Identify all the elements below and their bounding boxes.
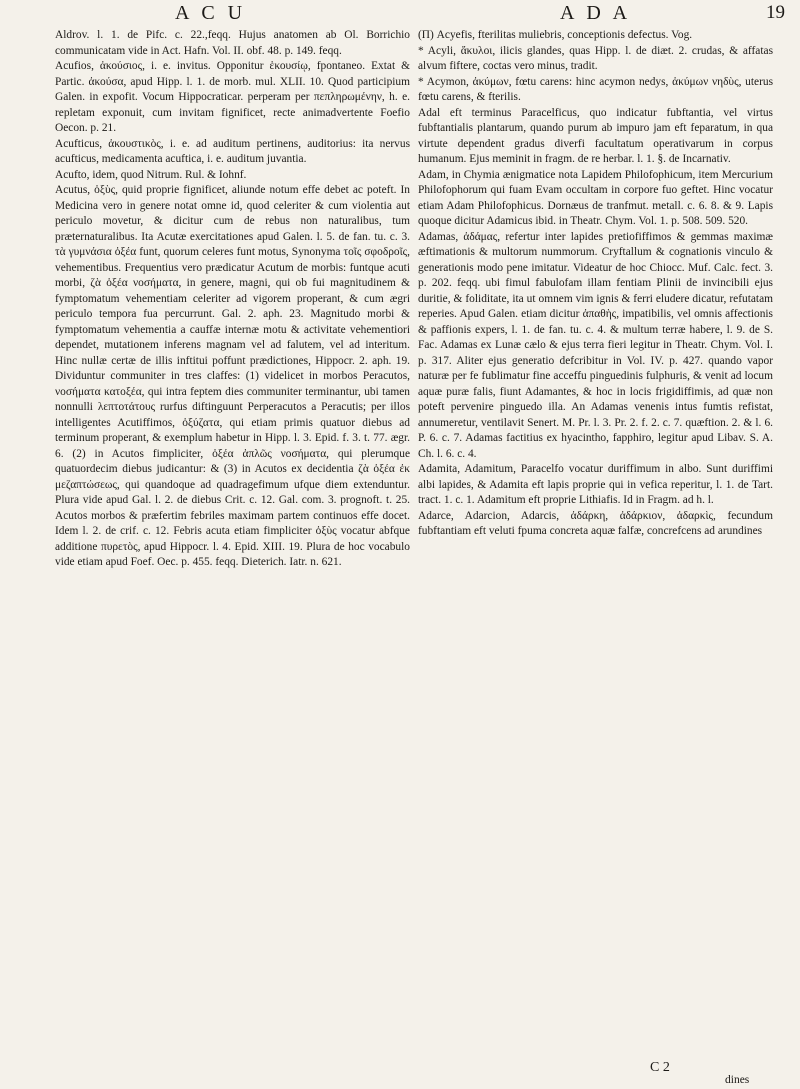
left-column [55,28,410,571]
running-head-left: A C U [175,2,247,24]
signature-mark: C 2 [650,1060,670,1075]
entry-paragraph: Acutus, ὀξὺς, quid proprie fignificet, aliunde notum effe debet ac poteft. In Medicina vero in genere notat omne id, quod celeriter & cum violentia aut periculo movetur, & dicitur cum de rebus non naturalibus, tum præternaturalibus. Ita Acutæ exercitationes apud Galen. l. 5. de fan. tu. c. 3. τὰ γυμνάσια ὀξέα funt, quorum celeres funt motus, Synonyma τοῖς σφοδροῖς, vehementibus. Frequentius vero prædicatur Acutum de morbis: funtque acuti morbi, ζὰ ὀξέα νοσήματα, in genere, magni, qui ob fui magnitudinem & fymptomatum vehementiam celeriter ad vigorem properant, & cum ægri periculo tempora fua percurrunt. Gal. 2. aph. 23. Magnitudo morbi & fymptomatum vehementia a cauffæ internæ motu & activitate vehementiori dependet, mutationem inferens magnam vel ad falutem, vel ad interitum. Hinc nullæ certæ de illis inftitui poffunt prædictiones, Hippocr. 2. aph. 19. Dividuntur communiter in tres claffes: (1) videlicet in morbos Peracutos, νοσήματα κατοξέα, qui intra feptem dies communiter terminantur, ubi tamen nonnulli λεπτοτάτους rurfus diftinguunt Perperacutos a Peracutis; per illos intelligentes Acutiffimos, ὀξύζατα, qui etiam primis quatuor diebus ad terminum properant, & exemplum habetur in Hipp. l. 3. Epid. f. 3. t. 77. ægr. 6. (2) in Acutos fimpliciter, ὀξέα ἁπλῶς νοσήματα, qui plerumque quatuordecim diebus judicantur: & (3) in Acutos ex decidentia ζὰ ὀξέα ἐκ μεζαπτώσεως, qui quandoque ad quadragefimum ufque diem extenduntur. Plura vide apud Gal. l. 2. de diebus Crit. c. 12. Gal. com. 3. prognoft. t. 25. Acutos morbos & præfertim febriles maximam partem continuos effe docet. Idem l. 2. de crif. c. 12. Febris acuta etiam fimpliciter ὀξὺς vocatur abfque additione πυρετὸς, apud Hippocr. l. 4. Epid. XIII. 19. Plura de hoc vocabulo vide etiam apud Foef. Oec. p. 455. feqq. Dieterich. Iatr. n. 621. [55,184,410,568]
running-head [0,2,800,28]
right-column [418,28,773,540]
entry-paragraph: (Π) Acyefis, fterilitas muliebris, conceptionis defectus. Vog. [418,29,693,41]
running-head-right: A D A [560,2,632,24]
entry-paragraph: Adam, in Chymia ænigmatice nota Lapidem Philofophicum, item Mercurium Philofophorum qui fuam Evam occultam in corpore fuo geftet. Hinc vocatur etiam Adam Philofophicus. Dornæus de tranfmut. metall. c. 6. 8. & 9. Lapis quoque dicitur Adamicus ibid. in Theatr. Chym. Vol. 1. p. 508. 509. 520. [418,168,773,227]
entry-paragraph: Adarce, Adarcion, Adarcis, ἀδάρκη, ἀδάρκιον, ἀδαρκὶς, fecundum fubftantiam eft veluti fpuma concreta aquæ falfæ, concrefcens ad arundines [418,509,773,537]
entry-paragraph: Acufios, ἀκούσιος, i. e. invitus. Opponitur ἑκουσίῳ, fpontaneo. Extat & Partic. ἀκούσα, apud Hipp. l. 1. de morb. mul. XLII. 10. Quod participium Galen. in expofit. Vocum Hippocraticar. perperam per πεπληρωμένην, h. e. repletam exponuit, cum invitam fignificet, recte animadvertente Foefio Oecon. p. 21. [55,60,410,134]
entry-paragraph: Aldrov. l. 1. de Pifc. c. 22.,feqq. Hujus anatomen ab Ol. Borrichio communicatam vide in Act. Hafn. Vol. II. obf. 48. p. 149. feqq. [55,29,410,57]
entry-paragraph: * Acyli, ἄκυλοι, ilicis glandes, quas Hipp. l. de diæt. 2. crudas, & affatas alvum fiftere, coctas vero minus, tradit. [418,44,773,72]
entry-paragraph: Acufticus, ἀκουστικὸς, i. e. ad auditum pertinens, auditorius: ita nervus acufticus, medicamenta acuftica, i. e. auditum juvantia. [55,137,410,165]
entry-paragraph: Adamas, ἀδάμας, refertur inter lapides pretiofiffimos & gemmas maximæ æftimationis & multorum nummorum. Cryftallum & cognationis vinculo & generationis modo pene imitatur. Videatur de hoc Chiocc. Muf. Calc. fect. 3. p. 202. feqq. ubi fimul fabulofam illam fentiam Plinii de invincibili ejus duritie, & foliditate, ita ut omnem vim ignis & ferri eludere dicatur, refutatam reperies. Apud Galen. etiam dicitur ἀπαθὴς, impatibilis, vel omnis affectionis & paffionis expers, l. 1. de fan. tu. c. 4. & multum terræ habere, l. 9. de S. Fac. Adamas ex Lunæ cælo & ejus terra fieri legitur in Theatr. Chym. Vol. I. p. 317. Aliter ejus generatio defcribitur in Vol. IV. p. 427. quando vapor naturæ per fe fublimatur fine acceffu pinguedinis fulphuris, & venit ad locum aquæ puræ falis, fiunt Adamantes, & hoc in locis frigidiffimis, ad quæ non poteft pervenire pinguedo illa. An Adamas venenis intus fumtis refistat, annumeretur, ventilavit Senert. M. Pr. l. 3. Pr. 2. f. 2. c. 7. quæftion. 2. & l. 6. P. 6. c. 7. Adamas factitius ex hyacintho, fapphiro, legitur apud Libav. S. A. Ch. l. 6. c. 4. [418,230,773,460]
entry-paragraph: Acufto, idem, quod Nitrum. Rul. & Iohnf. [55,168,247,181]
entry-paragraph: Adamita, Adamitum, Paracelfo vocatur duriffimum in albo. Sunt duriffimi albi lapides, & Adamita eft lapis proprie qui in vefica reperitur, l. 1. de Tart. tract. 1. c. 1. Adamitum eft proprie Lithiafis. Id in Fragm. ad h. l. [418,463,773,506]
entry-paragraph: Adal eft terminus Paracelficus, quo indicatur fubftantia, vel virtus fubftantialis plantarum, quando purum ab impuro jam eft feparatum, in qua virtute dependent gradus diverfi facultatum operativarum in corpus humanum. Ejus meminit in fragm. de re herbar. l. 1. §. de Incarnativ. [418,106,773,165]
catchword: dines [725,1074,750,1086]
entry-paragraph: * Acymon, ἀκύμων, fœtu carens: hinc acymon nedys, ἀκύμων νηδὺς, uterus fœtu carens, & fterilis. [418,75,773,103]
page-number: 19 [766,2,785,23]
